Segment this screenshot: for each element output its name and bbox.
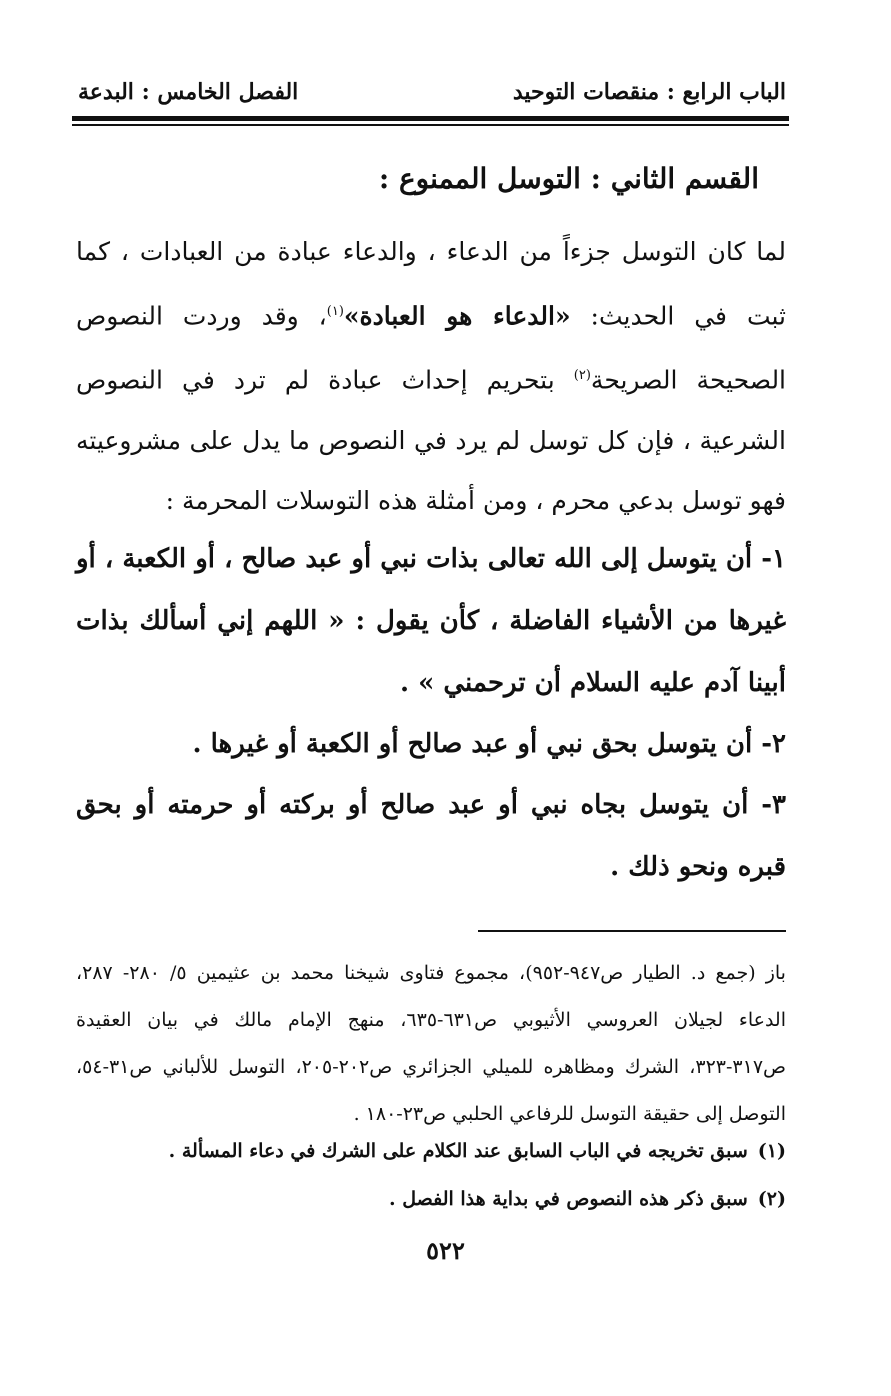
header-rule-thin	[72, 124, 789, 126]
header-chapter: الباب الرابع : منقصات التوحيد	[512, 79, 786, 105]
list-item: ١- أن يتوسل إلى الله تعالى بذات نبي أو عبد صالح ، أو الكعبة ، أو غيرها من الأشياء الفاضلة ، كأن يقول : « اللهم إني أسألك بذات أبينا آدم عليه السلام أن ترحمني » .	[76, 544, 786, 698]
running-header	[78, 72, 786, 112]
footnote-1	[76, 1140, 786, 1162]
footnote-2-number: (٢)	[757, 1188, 786, 1210]
footnote-1-number: (١)	[757, 1140, 786, 1162]
hadith-quote: «الدعاء هو العبادة»	[343, 301, 571, 331]
header-section: الفصل الخامس : البدعة	[78, 79, 299, 105]
list-item: ٣- أن يتوسل بجاه نبي أو عبد صالح أو بركته أو حرمته أو بحق قبره ونحو ذلك .	[76, 790, 786, 882]
paragraph-text-2: ، وقد وردت النصوص الصحيحة الصريحة	[76, 301, 787, 395]
footnote-continuation: باز (جمع د. الطيار ص٩٤٧-٩٥٢)، مجموع فتاوى شيخنا محمد بن عثيمين ٥/ ٢٨٠- ٢٨٧، الدعاء لجيلان العروسي الأثيوبي ص٦٣١-٦٣٥، منهج الإمام مالك في بيان العقيدة ص٣١٧-٣٢٣، الشرك ومظاهره للميلي الجزائري ص٢٠٢-٢٠٥، التوسل للألباني ص٣١-٥٤، التوصل إلى حقيقة التوسل للرفاعي الحلبي ص٢٣-١٨٠ .	[76, 962, 787, 1125]
list-item: ٢- أن يتوسل بحق نبي أو عبد صالح أو الكعبة أو غيرها .	[192, 729, 786, 759]
footnote-2-text: سبق ذكر هذه النصوص في بداية هذا الفصل .	[388, 1188, 748, 1210]
footnote-separator	[478, 930, 786, 932]
page-number: ٥٢٢	[426, 1236, 465, 1265]
section-title: القسم الثاني : التوسل الممنوع :	[378, 162, 759, 195]
footnote-ref-2[interactable]: (٢)	[573, 368, 591, 384]
footnote-2	[76, 1188, 786, 1210]
paragraph-text-1: لما كان التوسل جزءاً من الدعاء ، والدعاء عبادة من العبادات ، كما ثبت في الحديث:	[76, 237, 786, 331]
paragraph-text-3: بتحريم إحداث عبادة لم ترد في النصوص الشرعية ، فإن كل توسل لم يرد في النصوص ما يدل على مشروعيته فهو توسل بدعي محرم ، ومن أمثلة هذه التوسلات المحرمة :	[76, 365, 786, 515]
footnote-1-text: سبق تخريجه في الباب السابق عند الكلام على الشرك في دعاء المسألة .	[168, 1140, 748, 1162]
header-rule-thick	[72, 116, 789, 121]
body-paragraph	[76, 222, 786, 531]
footnote-ref-1[interactable]: (١)	[326, 304, 344, 319]
